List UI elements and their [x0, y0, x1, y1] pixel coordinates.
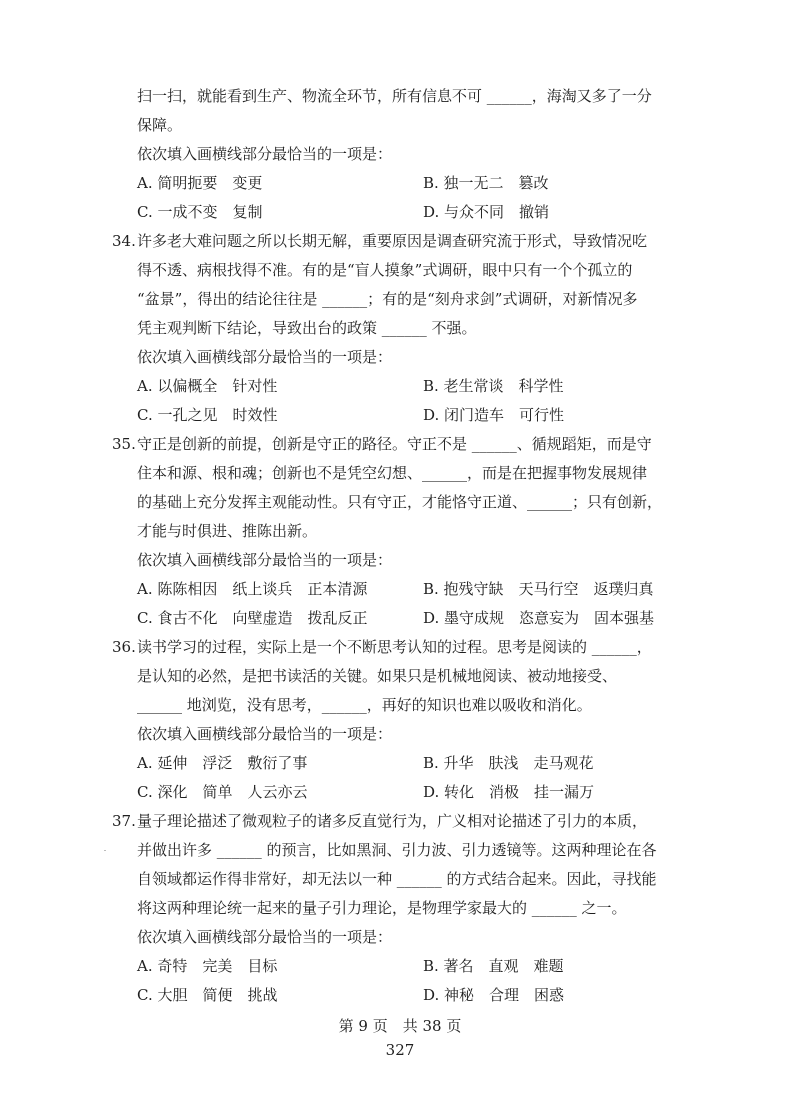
- question-text-line: 是认知的必然，是把书读活的关键。如果只是机械地阅读、被动地接受、: [137, 667, 618, 685]
- question-prompt: 依次填入画横线部分最恰当的一项是：: [137, 145, 393, 163]
- page-number: 327: [385, 1041, 415, 1059]
- question-text-line: 凭主观判断下结论，导致出台的政策 ______ 不强。: [137, 319, 477, 337]
- question-text-line: 读书学习的过程，实际上是一个不断思考认知的过程。思考是阅读的 ______，: [137, 638, 652, 656]
- question-prompt: 依次填入画横线部分最恰当的一项是：: [137, 725, 393, 743]
- option-a[interactable]: A. 以偏概全 针对性: [137, 377, 278, 395]
- option-d[interactable]: D. 墨守成规 恣意妄为 固本强基: [423, 609, 655, 627]
- option-a[interactable]: A. 简明扼要 变更: [137, 174, 263, 192]
- question-text-line: 守正是创新的前提，创新是守正的路径。守正不是 ______、循规蹈矩，而是守: [137, 435, 652, 453]
- question-text-line: 自领域都运作得非常好，却无法以一种 ______ 的方式结合起来。因此，寻找能: [137, 870, 657, 888]
- option-d[interactable]: D. 闭门造车 可行性: [423, 406, 565, 424]
- option-c[interactable]: C. 深化 简单 人云亦云: [137, 783, 308, 801]
- option-b[interactable]: B. 升华 肤浅 走马观花: [423, 754, 594, 772]
- question-text-line: 将这两种理论统一起来的量子引力理论，是物理学家最大的 ______ 之一。: [137, 899, 627, 917]
- option-a[interactable]: A. 奇特 完美 目标: [137, 957, 278, 975]
- option-a[interactable]: A. 延伸 浮泛 敷衍了事: [137, 754, 308, 772]
- option-c[interactable]: C. 一孔之见 时效性: [137, 406, 278, 424]
- option-b[interactable]: B. 抱残守缺 天马行空 返璞归真: [423, 580, 654, 598]
- option-b[interactable]: B. 独一无二 篡改: [423, 174, 549, 192]
- question-number: 34.: [112, 232, 136, 250]
- question-text-line: 才能与时俱进、推陈出新。: [137, 522, 318, 540]
- question-prompt: 依次填入画横线部分最恰当的一项是：: [137, 551, 393, 569]
- question-text-line: 得不透、病根找得不准。有的是“盲人摸象”式调研，眼中只有一个个孤立的: [137, 261, 633, 279]
- question-number: 35.: [112, 435, 136, 453]
- option-d[interactable]: D. 转化 消极 挂一漏万: [423, 783, 595, 801]
- question-number: 37.: [112, 812, 136, 830]
- question-text-line: 许多老大难问题之所以长期无解，重要原因是调查研究流于形式，导致情况吃: [137, 232, 648, 250]
- question-text-line: ______ 地浏览，没有思考，______，再好的知识也难以吸收和消化。: [137, 696, 592, 714]
- question-prompt: 依次填入画横线部分最恰当的一项是：: [137, 928, 393, 946]
- option-c[interactable]: C. 一成不变 复制: [137, 203, 263, 221]
- question-text-line: 量子理论描述了微观粒子的诸多反直觉行为，广义相对论描述了引力的本质，: [137, 812, 648, 830]
- option-d[interactable]: D. 神秘 合理 困惑: [423, 986, 565, 1004]
- question-number: 36.: [112, 638, 136, 656]
- question-text-line: 保障。: [137, 116, 183, 134]
- option-c[interactable]: C. 大胆 简便 挑战: [137, 986, 278, 1004]
- option-a[interactable]: A. 陈陈相因 纸上谈兵 正本清源: [137, 580, 368, 598]
- question-text-line: 扫一扫，就能看到生产、物流全环节，所有信息不可 ______，海淘又多了一分: [137, 87, 652, 105]
- question-text-line: 住本和源、根和魂；创新也不是凭空幻想、______，而是在把握事物发展规律: [137, 464, 648, 482]
- question-text-line: 的基础上充分发挥主观能动性。只有守正，才能恪守正道、______；只有创新，: [137, 493, 663, 511]
- question-text-line: 并做出许多 ______ 的预言，比如黑洞、引力波、引力透镜等。这两种理论在各: [137, 841, 657, 859]
- option-b[interactable]: B. 著名 直观 难题: [423, 957, 564, 975]
- scan-artifact: [104, 850, 106, 851]
- option-b[interactable]: B. 老生常谈 科学性: [423, 377, 564, 395]
- question-text-line: “盆景”，得出的结论往往是 ______；有的是“刻舟求剑”式调研，对新情况多: [137, 290, 638, 308]
- option-c[interactable]: C. 食古不化 向壁虚造 拨乱反正: [137, 609, 368, 627]
- option-d[interactable]: D. 与众不同 撤销: [423, 203, 550, 221]
- question-prompt: 依次填入画横线部分最恰当的一项是：: [137, 348, 393, 366]
- page-indicator: 第 9 页 共 38 页: [338, 1017, 462, 1035]
